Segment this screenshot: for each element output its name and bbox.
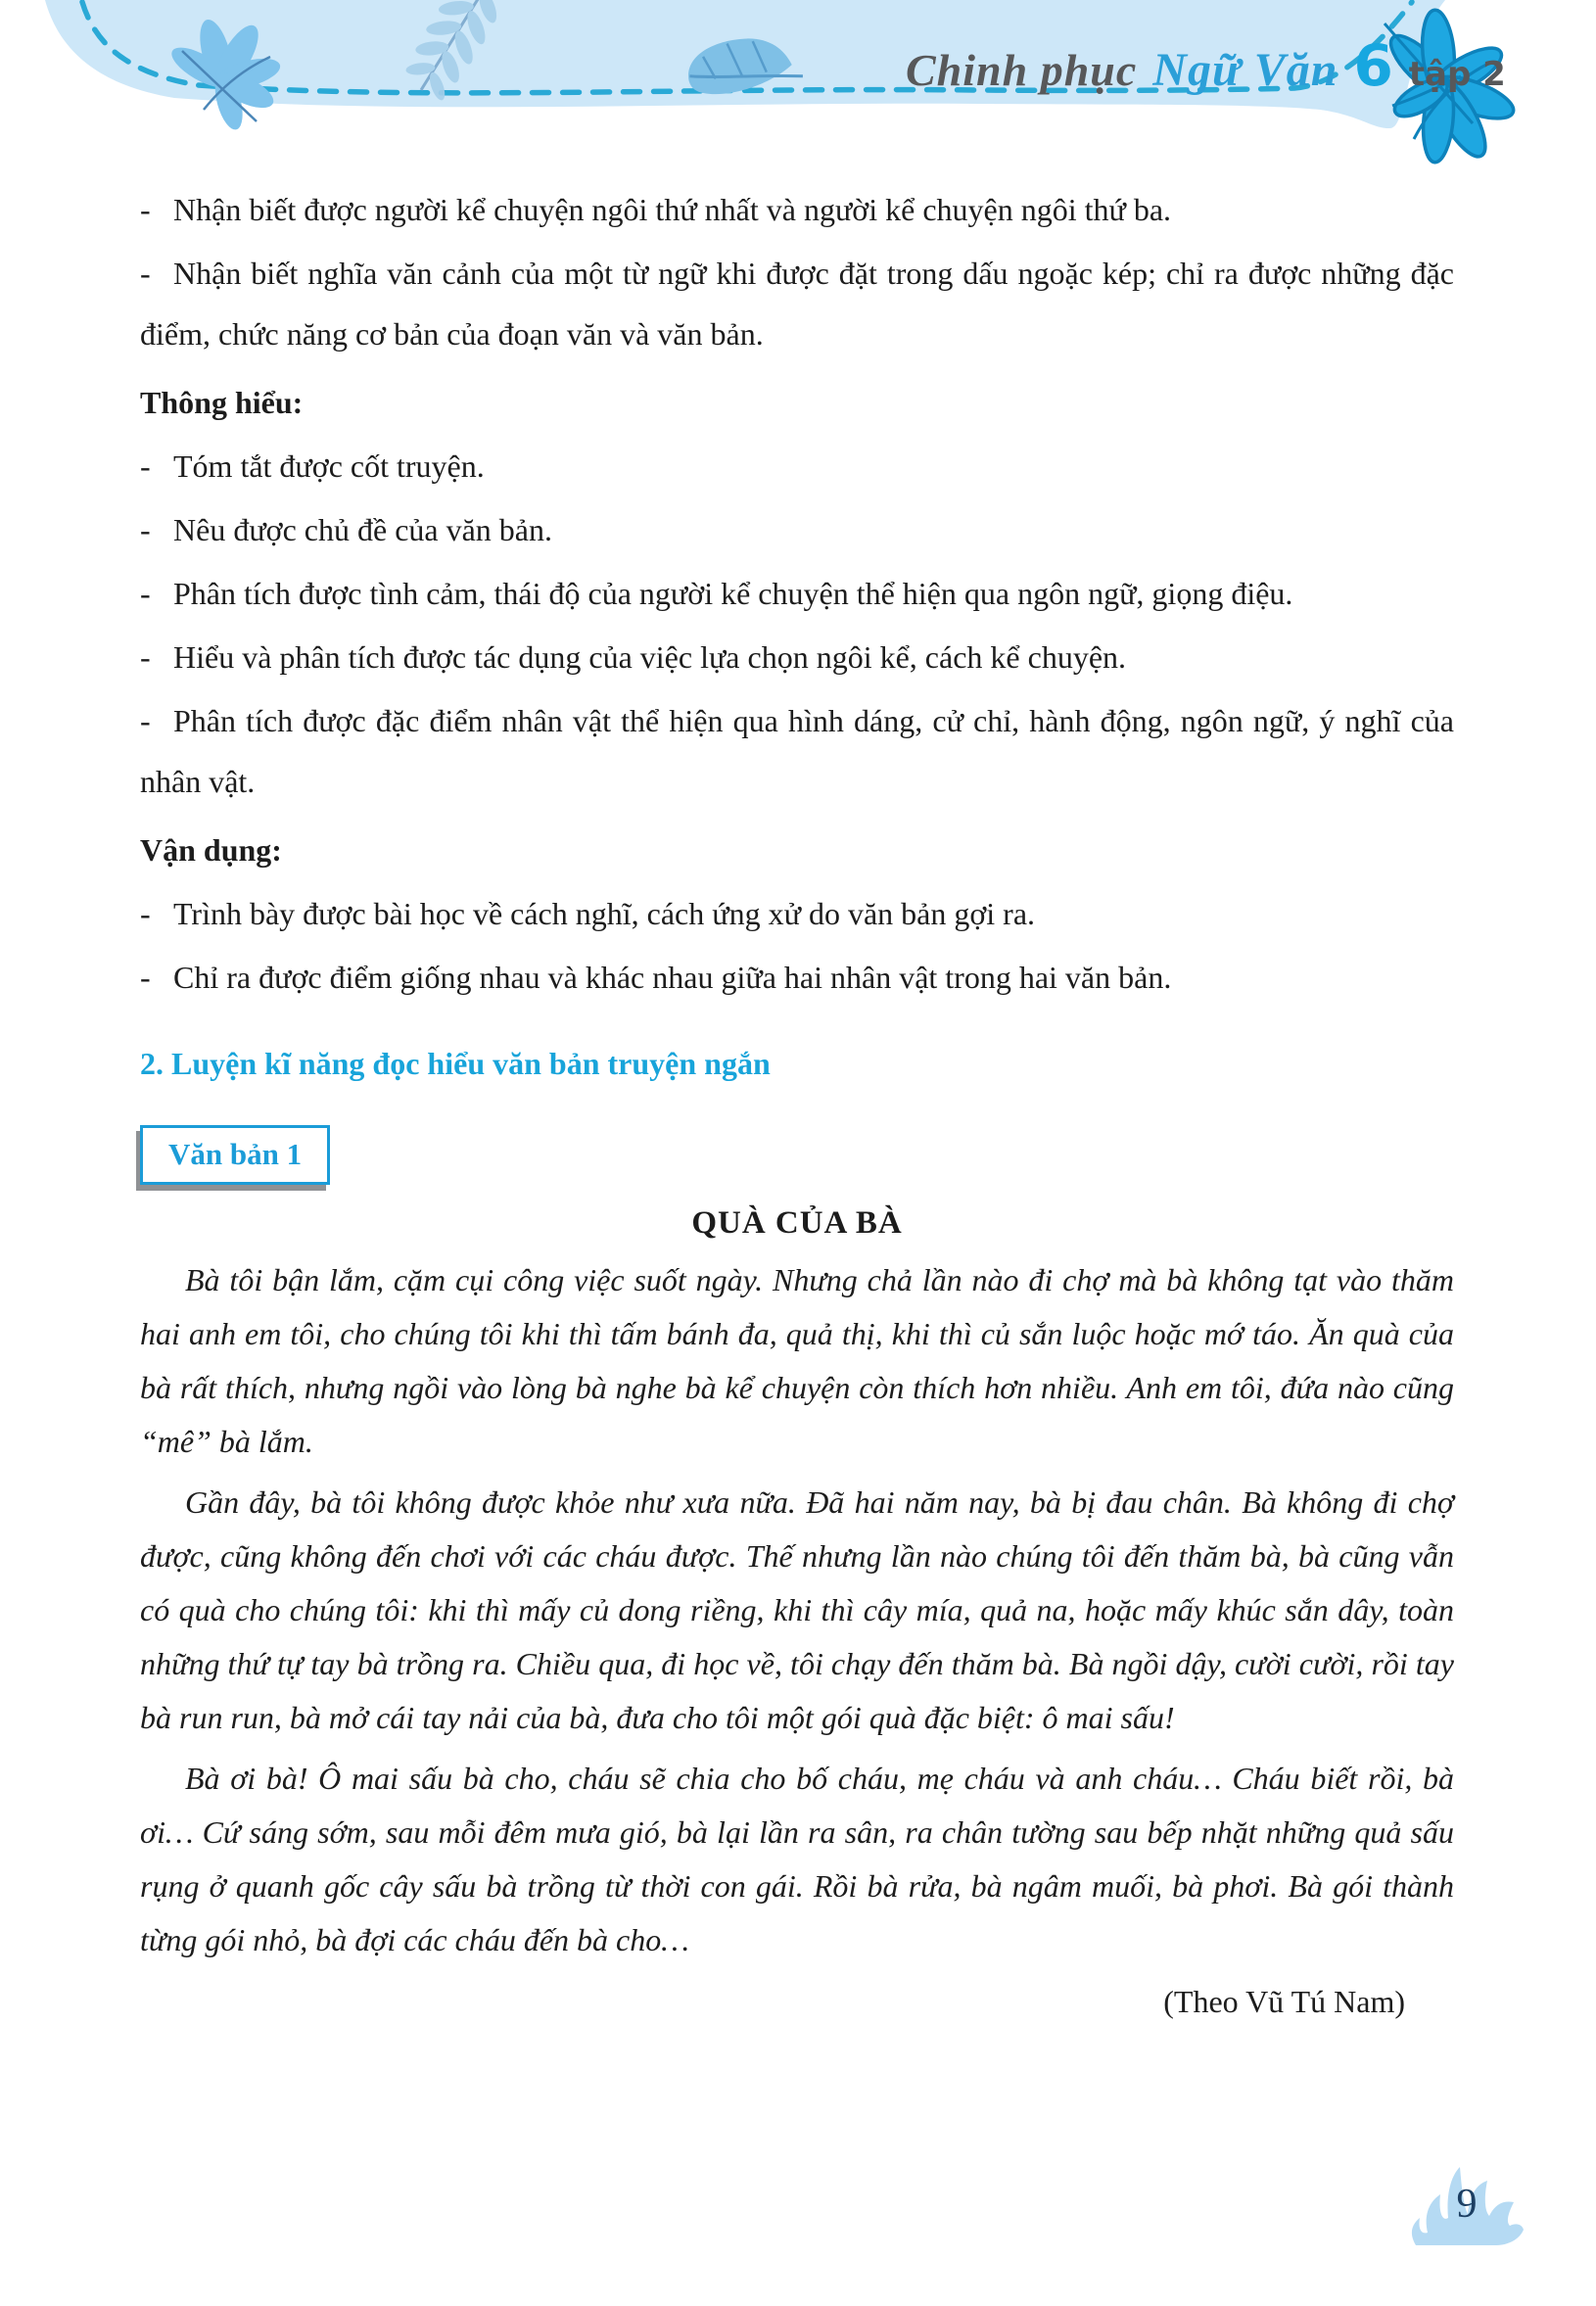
bullet-item bbox=[140, 883, 1454, 944]
book-title bbox=[906, 32, 1506, 99]
bullet-text: Tóm tắt được cốt truyện. bbox=[173, 448, 485, 484]
bullet-text: Hiểu và phân tích được tác dụng của việc lựa chọn ngôi kể, cách kể chuyện. bbox=[173, 639, 1127, 675]
bullet-text: Phân tích được tình cảm, thái độ của người kể chuyện thể hiện qua ngôn ngữ, giọng điệu. bbox=[173, 576, 1293, 611]
story-paragraph: Bà ơi bà! Ô mai sấu bà cho, cháu sẽ chia cho bố cháu, mẹ cháu và anh cháu… Cháu biết rồi, bà ơi… Cứ sáng sớm, sau mỗi đêm mưa gió, bà lại lần ra sân, ra chân tường sau bếp nhặt những quả sấu rụng ở quanh gốc cây sấu bà trồng từ thời con gái. Rồi bà rửa, bà ngâm muối, bà phơi. Bà gói thành từng gói nhỏ, bà đợi các cháu đến bà cho… bbox=[140, 1761, 1454, 1957]
bullet-dash: - bbox=[140, 896, 151, 931]
bullet-item bbox=[140, 243, 1454, 364]
bullet-dash: - bbox=[140, 448, 151, 484]
bullet-item bbox=[140, 627, 1454, 687]
section-heading-comprehension: Thông hiểu: bbox=[140, 385, 304, 420]
text-label-box: Văn bản 1 bbox=[140, 1125, 330, 1185]
bullet-dash: - bbox=[140, 703, 151, 738]
bullet-item bbox=[140, 947, 1454, 1008]
book-title-script: Chinh phục bbox=[906, 45, 1138, 95]
bullet-text: Nhận biết nghĩa văn cảnh của một từ ngữ khi được đặt trong dấu ngoặc kép; chỉ ra được những đặc điểm, chức năng cơ bản của đoạn văn và văn bản. bbox=[140, 256, 1454, 352]
bullet-item bbox=[140, 179, 1454, 240]
book-title-grade: 6 bbox=[1353, 32, 1393, 99]
story-paragraph: Bà tôi bận lắm, cặm cụi công việc suốt ngày. Nhưng chả lần nào đi chợ mà bà không tạt vào thăm hai anh em tôi, cho chúng tôi khi thì tấm bánh đa, quả thị, khi thì củ sắn luộc hoặc mớ táo. Ăn quà của bà rất thích, nhưng ngồi vào lòng bà nghe bà kể chuyện còn thích hơn nhiều. Anh em tôi, đứa nào cũng “mê” bà lắm. bbox=[140, 1262, 1454, 1459]
bullet-dash: - bbox=[140, 192, 151, 227]
bullet-dash: - bbox=[140, 639, 151, 675]
bullet-text: Chỉ ra được điểm giống nhau và khác nhau giữa hai nhân vật trong hai văn bản. bbox=[173, 960, 1172, 995]
book-title-volume: tập 2 bbox=[1408, 55, 1506, 94]
page-header bbox=[0, 0, 1596, 191]
bullet-text: Phân tích được đặc điểm nhân vật thể hiện qua hình dáng, cử chỉ, hành động, ngôn ngữ, ý nghĩ của nhân vật. bbox=[140, 703, 1454, 799]
bullet-dash: - bbox=[140, 960, 151, 995]
story-paragraph: Gần đây, bà tôi không được khỏe như xưa nữa. Đã hai năm nay, bà bị đau chân. Bà không đi chợ được, cũng không đến chơi với các cháu được. Thế nhưng lần nào chúng tôi đến thăm bà, bà cũng vẫn có quà cho chúng tôi: khi thì mấy củ dong riềng, khi thì cây mía, quả na, hoặc mấy khúc sắn dây, toàn những thứ tự tay bà trồng ra. Chiều qua, đi học về, tôi chạy đến thăm bà. Bà ngồi dậy, cười cười, rồi tay bà run run, bà mở cái tay nải của bà, đưa cho tôi một gói quà đặc biệt: ô mai sấu! bbox=[140, 1484, 1454, 1735]
page-number-badge bbox=[1406, 2157, 1527, 2251]
bullet-item bbox=[140, 690, 1454, 812]
practice-section-heading: 2. Luyện kĩ năng đọc hiểu văn bản truyện ngắn bbox=[140, 1046, 771, 1081]
bullet-item bbox=[140, 563, 1454, 624]
section-heading-application: Vận dụng: bbox=[140, 832, 282, 868]
bullet-dash: - bbox=[140, 576, 151, 611]
bullet-text: Trình bày được bài học về cách nghĩ, cách ứng xử do văn bản gợi ra. bbox=[173, 896, 1036, 931]
bullet-item bbox=[140, 499, 1454, 560]
story-title: QUÀ CỦA BÀ bbox=[691, 1205, 903, 1241]
bullet-dash: - bbox=[140, 256, 151, 291]
story-block bbox=[140, 1200, 1454, 2029]
book-title-subject: Ngữ Văn bbox=[1152, 44, 1338, 96]
page-content bbox=[0, 179, 1596, 2060]
bullet-item bbox=[140, 436, 1454, 496]
bullet-text: Nêu được chủ đề của văn bản. bbox=[173, 512, 552, 547]
bullet-dash: - bbox=[140, 512, 151, 547]
bullet-text: Nhận biết được người kể chuyện ngôi thứ nhất và người kể chuyện ngôi thứ ba. bbox=[173, 192, 1172, 227]
story-attribution: (Theo Vũ Tú Nam) bbox=[1163, 1984, 1405, 2019]
page-number: 9 bbox=[1456, 2182, 1478, 2227]
